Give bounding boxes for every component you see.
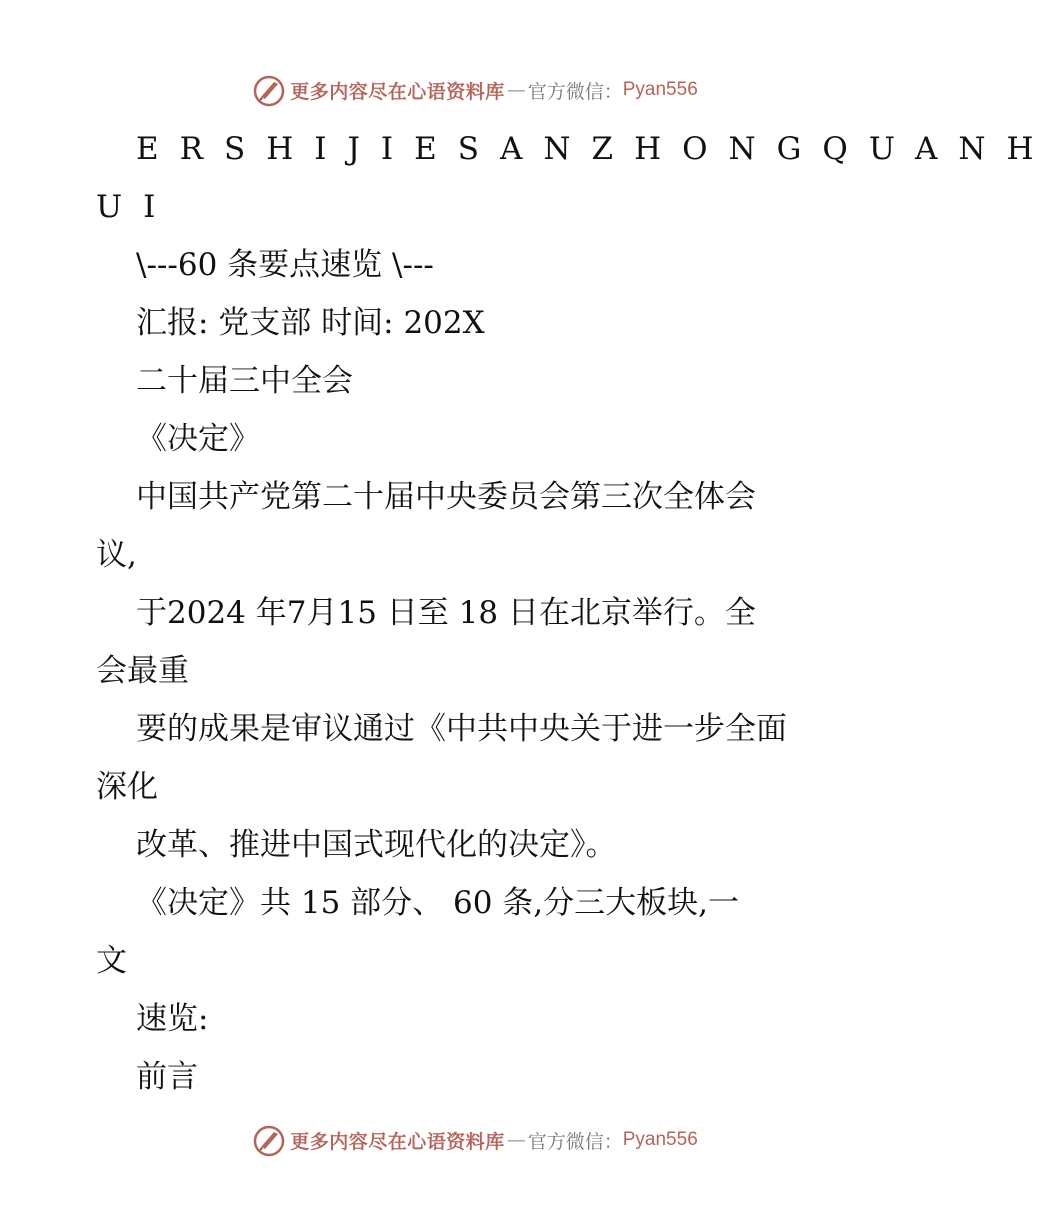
doc-line-plenum: 二十届三中全会: [136, 363, 353, 399]
doc-line-subtitle: \---60 条要点速览 \---: [136, 247, 434, 283]
doc-line-paragraph: 《决定》共 15 部分、 60 条,分三大板块,一: [136, 885, 740, 921]
banner-wechat-id: Pyan556: [622, 1129, 698, 1150]
document-body: [96, 120, 1055, 1106]
banner-brand-text: 更多内容尽在心语资料库: [290, 80, 505, 103]
header-banner: [0, 70, 950, 110]
doc-line-paragraph: 改革、推进中国式现代化的决定》。: [136, 827, 617, 863]
banner-separator: —: [506, 79, 526, 101]
doc-line-paragraph: 会最重: [96, 653, 189, 689]
footer-banner: [0, 1120, 950, 1160]
banner-wechat-label: 官方微信：: [527, 80, 623, 103]
doc-line-paragraph: 于2024 年7月15 日至 18 日在北京举行。全: [136, 595, 756, 631]
quill-pen-logo-icon: [252, 73, 286, 107]
doc-line-paragraph: 中国共产党第二十届中央委员会第三次全体会: [136, 479, 756, 515]
banner-separator: —: [506, 1129, 526, 1151]
doc-line-paragraph: 深化: [96, 769, 158, 805]
doc-line-reporter: 汇报: 党支部 时间: 202X: [136, 305, 485, 341]
doc-line-title-pinyin-cont: UI: [96, 189, 177, 225]
doc-line-preface: 前言: [136, 1059, 198, 1095]
doc-line-paragraph: 要的成果是审议通过《中共中央关于进一步全面: [136, 711, 787, 747]
banner-brand-text: 更多内容尽在心语资料库: [290, 1130, 505, 1153]
quill-pen-logo-icon: [252, 1123, 286, 1157]
doc-line-paragraph: 议,: [96, 537, 137, 573]
doc-line-title-pinyin: ERSHIJIESANZHONGQUANH: [136, 131, 1055, 167]
doc-line-decision: 《决定》: [136, 421, 260, 457]
doc-line-paragraph: 文: [96, 943, 127, 979]
doc-line-overview: 速览:: [136, 1001, 209, 1037]
banner-wechat-label: 官方微信：: [527, 1130, 623, 1153]
banner-wechat-id: Pyan556: [622, 79, 698, 100]
